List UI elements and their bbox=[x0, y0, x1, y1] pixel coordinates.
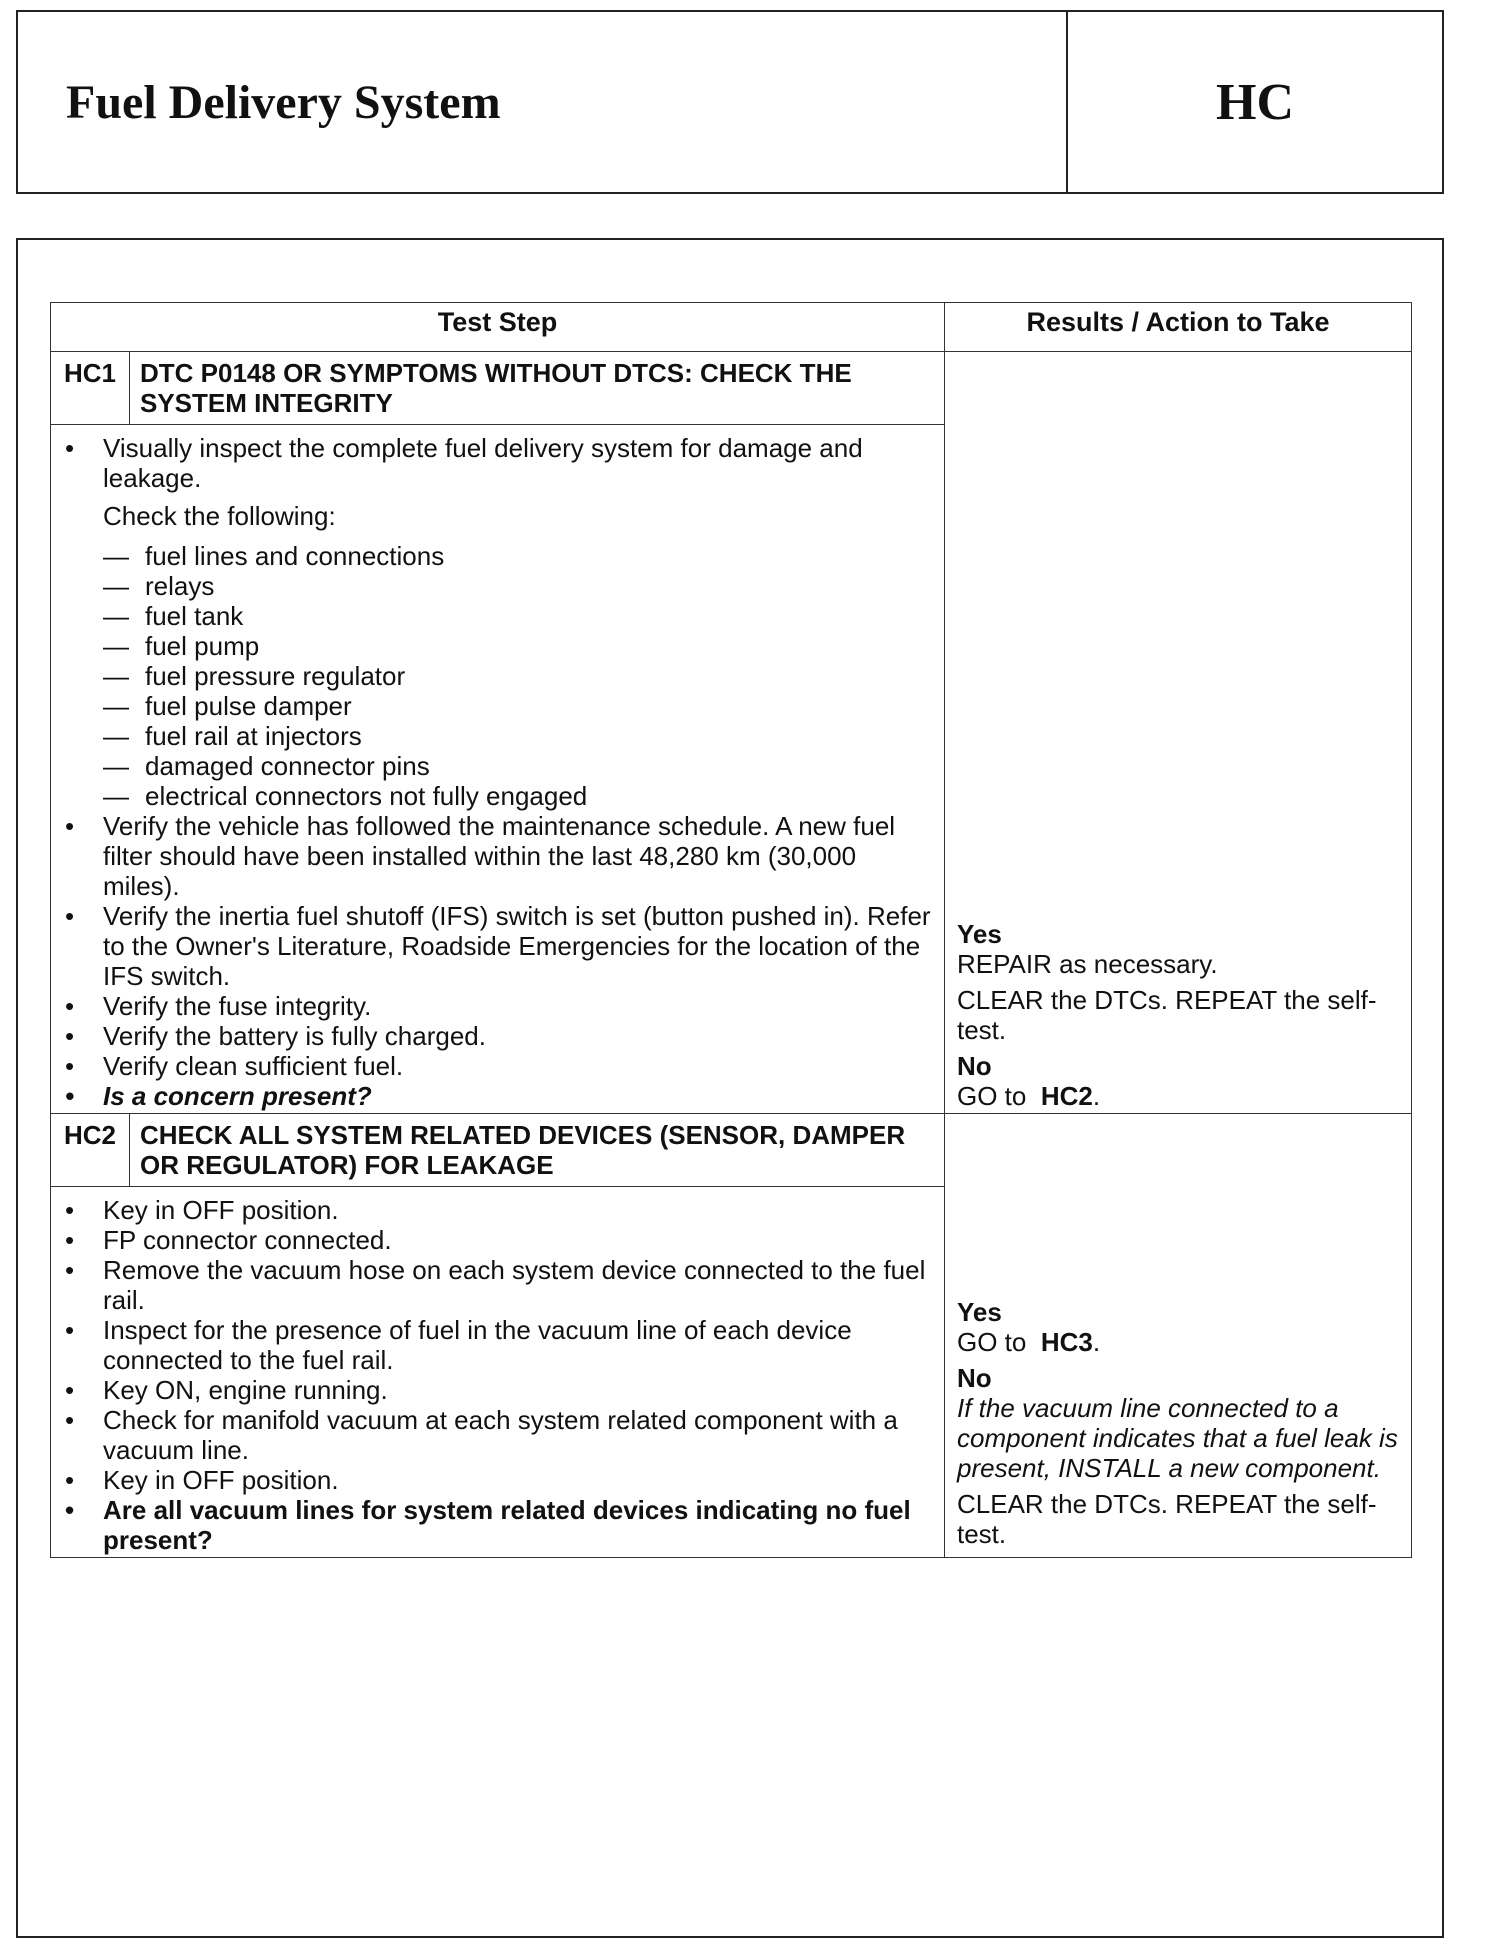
result-no-text: If the vacuum line connected to a component indicates that a fuel leak is present, INSTALL a new component. bbox=[957, 1393, 1398, 1483]
goto-prefix: GO to bbox=[957, 1327, 1027, 1357]
result-yes-label: Yes bbox=[957, 919, 1002, 949]
step-body bbox=[51, 425, 945, 1114]
instruction-list bbox=[59, 811, 934, 1111]
list-item: • Verify clean sufficient fuel. bbox=[59, 1051, 934, 1081]
step-title-row bbox=[51, 352, 1412, 425]
list-item: — fuel tank bbox=[103, 601, 934, 631]
step-question: • Are all vacuum lines for system related devices indicating no fuel present? bbox=[59, 1495, 934, 1555]
list-item: • Key ON, engine running. bbox=[59, 1375, 934, 1405]
list-item: — relays bbox=[103, 571, 934, 601]
step-id: HC1 bbox=[51, 352, 130, 425]
result-no-text: CLEAR the DTCs. REPEAT the self-test. bbox=[957, 1489, 1377, 1549]
list-item: — fuel rail at injectors bbox=[103, 721, 934, 751]
column-header-test-step: Test Step bbox=[51, 303, 945, 352]
list-item: — damaged connector pins bbox=[103, 751, 934, 781]
list-item: • FP connector connected. bbox=[59, 1225, 934, 1255]
list-item: • Remove the vacuum hose on each system device connected to the fuel rail. bbox=[59, 1255, 934, 1315]
test-step-table bbox=[50, 302, 1412, 1558]
list-item: • Inspect for the presence of fuel in the vacuum line of each device connected to the fuel rail. bbox=[59, 1315, 934, 1375]
step-title: DTC P0148 OR SYMPTOMS WITHOUT DTCS: CHECK THE SYSTEM INTEGRITY bbox=[130, 352, 945, 425]
step-title-row bbox=[51, 1114, 1412, 1187]
list-item: • Key in OFF position. bbox=[59, 1465, 934, 1495]
step-id: HC2 bbox=[51, 1114, 130, 1187]
list-item: • Verify the vehicle has followed the maintenance schedule. A new fuel filter should have been installed within the last 48,280 km (30,000 miles). bbox=[59, 811, 934, 901]
step-reference: HC3 bbox=[1040, 1327, 1093, 1357]
instruction-list bbox=[59, 433, 934, 493]
step-reference: HC2 bbox=[1040, 1081, 1093, 1111]
list-item: — electrical connectors not fully engaged bbox=[103, 781, 934, 811]
check-list bbox=[103, 541, 934, 811]
step-body bbox=[51, 1187, 945, 1558]
list-item: — fuel pulse damper bbox=[103, 691, 934, 721]
instruction-list bbox=[59, 1195, 934, 1555]
goto-suffix: . bbox=[1092, 1081, 1101, 1111]
step-question: • Is a concern present? bbox=[59, 1081, 934, 1111]
list-item: • Visually inspect the complete fuel delivery system for damage and leakage. bbox=[59, 433, 934, 493]
result-no-label: No bbox=[957, 1051, 992, 1081]
list-item: — fuel pressure regulator bbox=[103, 661, 934, 691]
table-header-row bbox=[51, 303, 1412, 352]
column-header-results: Results / Action to Take bbox=[945, 303, 1412, 352]
goto-prefix: GO to bbox=[957, 1081, 1027, 1111]
step-result bbox=[945, 352, 1412, 1114]
page-header bbox=[16, 10, 1444, 194]
result-no-label: No bbox=[957, 1363, 992, 1393]
result-yes-text: REPAIR as necessary. bbox=[957, 949, 1218, 979]
list-item: • Verify the fuse integrity. bbox=[59, 991, 934, 1021]
result-yes-text bbox=[957, 1327, 1399, 1357]
list-item: • Verify the battery is fully charged. bbox=[59, 1021, 934, 1051]
list-item: • Check for manifold vacuum at each system related component with a vacuum line. bbox=[59, 1405, 934, 1465]
list-item: • Verify the inertia fuel shutoff (IFS) switch is set (button pushed in). Refer to the Owner's Literature, Roadside Emergencies for the location of the IFS switch. bbox=[59, 901, 934, 991]
section-code: HC bbox=[1216, 73, 1294, 131]
step-result bbox=[945, 1114, 1412, 1558]
list-item: • Key in OFF position. bbox=[59, 1195, 934, 1225]
list-item: — fuel pump bbox=[103, 631, 934, 661]
list-item: — fuel lines and connections bbox=[103, 541, 934, 571]
result-yes-text: CLEAR the DTCs. REPEAT the self-test. bbox=[957, 985, 1377, 1045]
check-label: Check the following: bbox=[103, 501, 336, 531]
step-title: CHECK ALL SYSTEM RELATED DEVICES (SENSOR, DAMPER OR REGULATOR) FOR LEAKAGE bbox=[130, 1114, 945, 1187]
result-yes-label: Yes bbox=[957, 1297, 1002, 1327]
goto-suffix: . bbox=[1092, 1327, 1101, 1357]
result-no-text bbox=[957, 1081, 1399, 1111]
section-title: Fuel Delivery System bbox=[18, 12, 1068, 192]
